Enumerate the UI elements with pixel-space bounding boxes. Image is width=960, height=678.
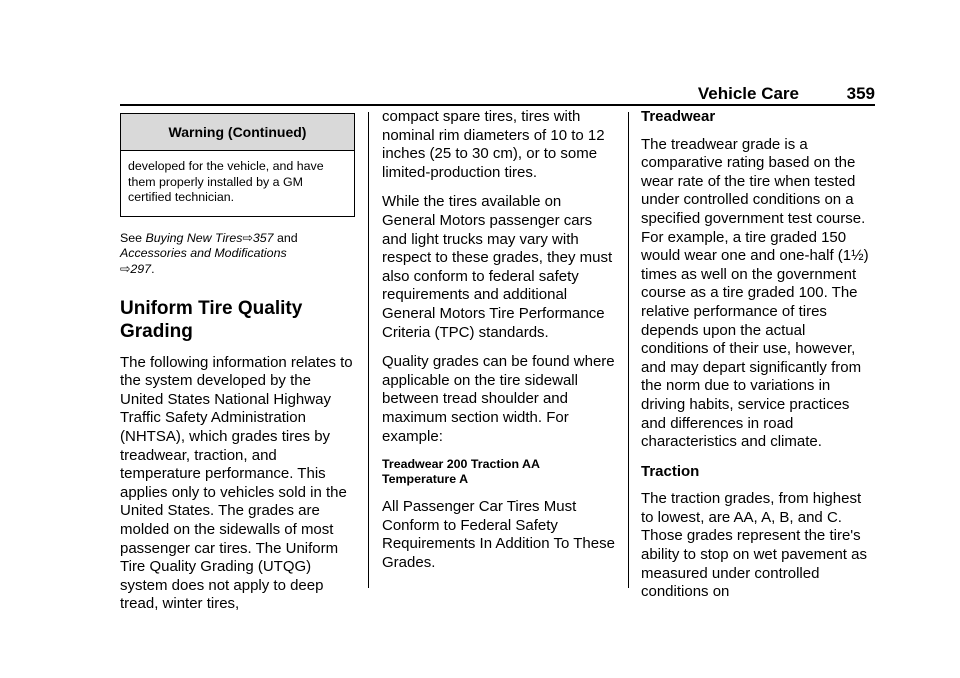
column-3 (641, 108, 876, 613)
column-2 (382, 108, 617, 583)
link-buying-new-tires[interactable]: Buying New Tires (145, 230, 243, 245)
column-1 (120, 108, 355, 625)
page-ref[interactable]: 297 (130, 261, 152, 276)
body-paragraph: Quality grades can be found where applicable on the tire sidewall between tread shoulder and maximum section width. For example: (382, 353, 615, 445)
body-paragraph: The traction grades, from highest to lowest, are AA, A, B, and C. Those grades represent the tire's ability to stop on wet pavement as measured under controlled conditions on (641, 490, 867, 601)
body-paragraph: The treadwear grade is a comparative rating based on the wear rate of the tire when tested under controlled conditions on a specified government test course. For example, a tire graded 150 would wear one and one-half (1½) times as well on the government course as a tire graded 100. The relative performance of tires depends upon the actual conditions of their use, however, and may depart significantly from the norm due to variations in driving habits, service practices and differences in road characteristics and climate. (641, 135, 869, 451)
body-paragraph: compact spare tires, tires with nominal rim diameters of 10 to 12 inches (25 to 30 cm), or to some limited-production tires. (382, 108, 605, 181)
grade-example: Treadwear 200 Traction AA Temperature A (382, 457, 540, 486)
section-heading: Uniform Tire Quality Grading (120, 297, 303, 342)
page-ref[interactable]: 357 (252, 230, 274, 245)
section-title: Vehicle Care (697, 84, 799, 103)
body-paragraph: All Passenger Car Tires Must Conform to Federal Safety Requirements In Addition To These Grades. (382, 497, 615, 571)
column-divider (628, 112, 629, 588)
page-number: 359 (846, 84, 875, 103)
page-arrow-icon: ⇨ (242, 230, 253, 245)
body-paragraph: The following information relates to the system developed by the United States National Highway Traffic Safety Administration (NHTSA), which grades tires by treadwear, traction, and temperature performance. This applies only to vehicles sold in the United States. The grades are molded on the sidewalls of most passenger car tires. The Uniform Tire Quality Grading (UTQG) system does not apply to deep tread, winter tires, (120, 353, 353, 613)
cross-reference: See Buying New Tires⇨357 and Accessories and Modifications ⇨297. (120, 230, 298, 276)
warning-box (120, 113, 355, 217)
subheading-treadwear: Treadwear (641, 108, 716, 125)
warning-body: developed for the vehicle, and have them properly installed by a GM certified technician. (128, 159, 324, 205)
link-accessories-and-modifications[interactable]: Accessories and Modifications (120, 246, 287, 261)
page-arrow-icon: ⇨ (120, 261, 131, 276)
warning-title: Warning (Continued) (121, 114, 354, 151)
subheading-traction: Traction (641, 462, 700, 480)
page-header (120, 84, 875, 106)
body-paragraph: While the tires available on General Motors passenger cars and light trucks may vary with respect to these grades, they must also conform to federal safety requirements and additional General Motors Tire Performance Criteria (TPC) standards. (382, 193, 613, 341)
column-divider (368, 112, 369, 588)
